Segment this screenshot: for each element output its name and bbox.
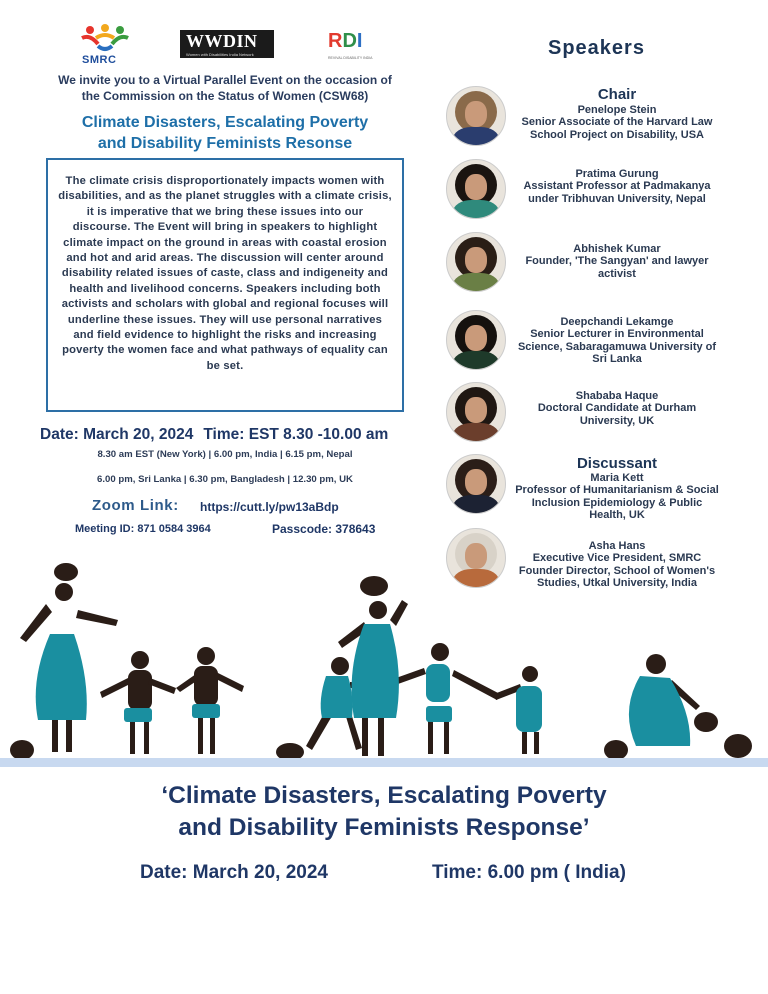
divider-band bbox=[0, 758, 768, 767]
bottom-time: Time: 6.00 pm ( India) bbox=[432, 862, 626, 883]
speaker-title: Assistant Professor at Padmakanya under Tribhuvan University, Nepal bbox=[523, 180, 711, 205]
chair-heading: Chair bbox=[597, 86, 637, 103]
zoom-link-label: Zoom Link: bbox=[92, 497, 179, 514]
smrc-people-icon bbox=[78, 24, 132, 54]
speaker-entry bbox=[514, 168, 720, 205]
bottom-title-line-1: ‘Climate Disasters, Escalating Poverty bbox=[161, 782, 607, 809]
speaker-title: Doctoral Candidate at Durham University, UK bbox=[537, 402, 697, 427]
speaker-photo-face bbox=[465, 101, 487, 127]
speaker-photo bbox=[446, 454, 506, 514]
speaker-name: Penelope Stein bbox=[577, 104, 657, 116]
speaker-photo-face bbox=[465, 325, 487, 351]
description-box bbox=[46, 158, 404, 412]
speaker-photo bbox=[446, 382, 506, 442]
speaker-name: Pratima Gurung bbox=[575, 168, 659, 180]
speaker-photo-body bbox=[453, 200, 499, 219]
speaker-entry bbox=[514, 316, 720, 365]
invitation-line-1: We invite you to a Virtual Parallel Event on the occasion of bbox=[58, 73, 392, 87]
speaker-entry bbox=[514, 104, 720, 141]
wwdin-logo-subtext: Women with Disabilities India Network bbox=[186, 52, 254, 57]
meeting-id: Meeting ID: 871 0584 3964 bbox=[75, 523, 211, 535]
event-date: Date: March 20, 2024 bbox=[40, 426, 194, 443]
event-title bbox=[40, 112, 410, 154]
speaker-entry bbox=[514, 390, 720, 427]
speaker-photo-body bbox=[453, 273, 499, 292]
wwdin-logo-text: WWDIN bbox=[186, 31, 258, 51]
date-time-line bbox=[40, 426, 420, 444]
speaker-photo-body bbox=[453, 127, 499, 146]
speaker-entry bbox=[514, 243, 720, 280]
speaker-photo bbox=[446, 232, 506, 292]
smrc-logo bbox=[78, 24, 132, 66]
invitation-text bbox=[40, 72, 410, 104]
speaker-photo bbox=[446, 86, 506, 146]
speaker-name: Maria Kett bbox=[590, 472, 644, 484]
speaker-title: Senior Associate of the Harvard Law School Project on Disability, USA bbox=[521, 116, 713, 141]
bottom-title bbox=[40, 780, 728, 844]
decorative-figures-illustration bbox=[0, 560, 768, 764]
timezones-line-1: 8.30 am EST (New York) | 6.00 pm, India | 6.15 pm, Nepal bbox=[97, 449, 353, 460]
event-description: The climate crisis disproportionately impacts women with disabilities, and as the planet struggles with a climate crisis, it is imperative that we bring these issues into our discourse. The Event will bring in speakers to highlight climate impact on the ground in areas with coastal erosion and hot and arid areas. The discussion will center around disability related issues of caste, class and indigeneity and health and livelihood concerns. Speakers including both activists and scholars with global and regional focuses will underline these issues. They will use personal narratives and field evidence to highlight the risks and increasing poverty the women face and what pathways of equality can be set. bbox=[58, 175, 392, 372]
speaker-name: Shababa Haque bbox=[575, 390, 659, 402]
timezones-line-2: 6.00 pm, Sri Lanka | 6.30 pm, Bangladesh | 12.30 pm, UK bbox=[97, 474, 353, 485]
speaker-name: Abhishek Kumar bbox=[573, 243, 661, 255]
speaker-photo-body bbox=[453, 423, 499, 442]
speaker-title: Senior Lecturer in Environmental Science, Sabaragamuwa University of Sri Lanka bbox=[517, 328, 717, 365]
speaker-photo-face bbox=[465, 397, 487, 423]
speaker-title: Executive Vice President, SMRC Founder Director, School of Women's Studies, Utkal University, India bbox=[518, 552, 716, 589]
speaker-photo-body bbox=[453, 495, 499, 514]
speaker-photo-body bbox=[453, 351, 499, 370]
bottom-title-line-2: and Disability Feminists Response’ bbox=[178, 814, 590, 841]
rdi-logo bbox=[326, 30, 376, 60]
speaker-photo-face bbox=[465, 174, 487, 200]
speaker-photo-face bbox=[465, 247, 487, 273]
silhouette-figures-icon bbox=[0, 560, 768, 764]
passcode: Passcode: 378643 bbox=[272, 522, 376, 536]
speaker-title: Professor of Humanitarianism & Social Inclusion Epidemiology & Public Health, UK bbox=[515, 484, 719, 521]
event-title-line-2: and Disability Feminists Resonse bbox=[97, 135, 353, 152]
bottom-date: Date: March 20, 2024 bbox=[140, 862, 328, 883]
zoom-link[interactable]: https://cutt.ly/pw13aBdp bbox=[200, 500, 339, 514]
speaker-photo bbox=[446, 310, 506, 370]
wwdin-logo bbox=[180, 30, 274, 58]
speaker-photo bbox=[446, 159, 506, 219]
event-time: Time: EST 8.30 -10.00 am bbox=[203, 426, 389, 443]
discussant-heading: Discussant bbox=[576, 455, 658, 472]
speaker-name: Deepchandi Lekamge bbox=[560, 316, 674, 328]
rdi-logo-text: RDI bbox=[328, 30, 363, 52]
speakers-heading: Speakers bbox=[548, 37, 645, 59]
rdi-logo-subtext: REVIVAL DISABILITY INDIA bbox=[328, 56, 373, 60]
speaker-photo-face bbox=[465, 469, 487, 495]
logo-row bbox=[70, 24, 390, 68]
speaker-name: Asha Hans bbox=[588, 540, 646, 552]
smrc-logo-text: SMRC bbox=[82, 54, 117, 66]
event-title-line-1: Climate Disasters, Escalating Poverty bbox=[81, 114, 369, 131]
speaker-entry bbox=[514, 472, 720, 521]
speaker-title: Founder, 'The Sangyan' and lawyer activist bbox=[525, 255, 709, 280]
invitation-line-2: the Commission on the Status of Women (CSW68) bbox=[81, 89, 369, 103]
